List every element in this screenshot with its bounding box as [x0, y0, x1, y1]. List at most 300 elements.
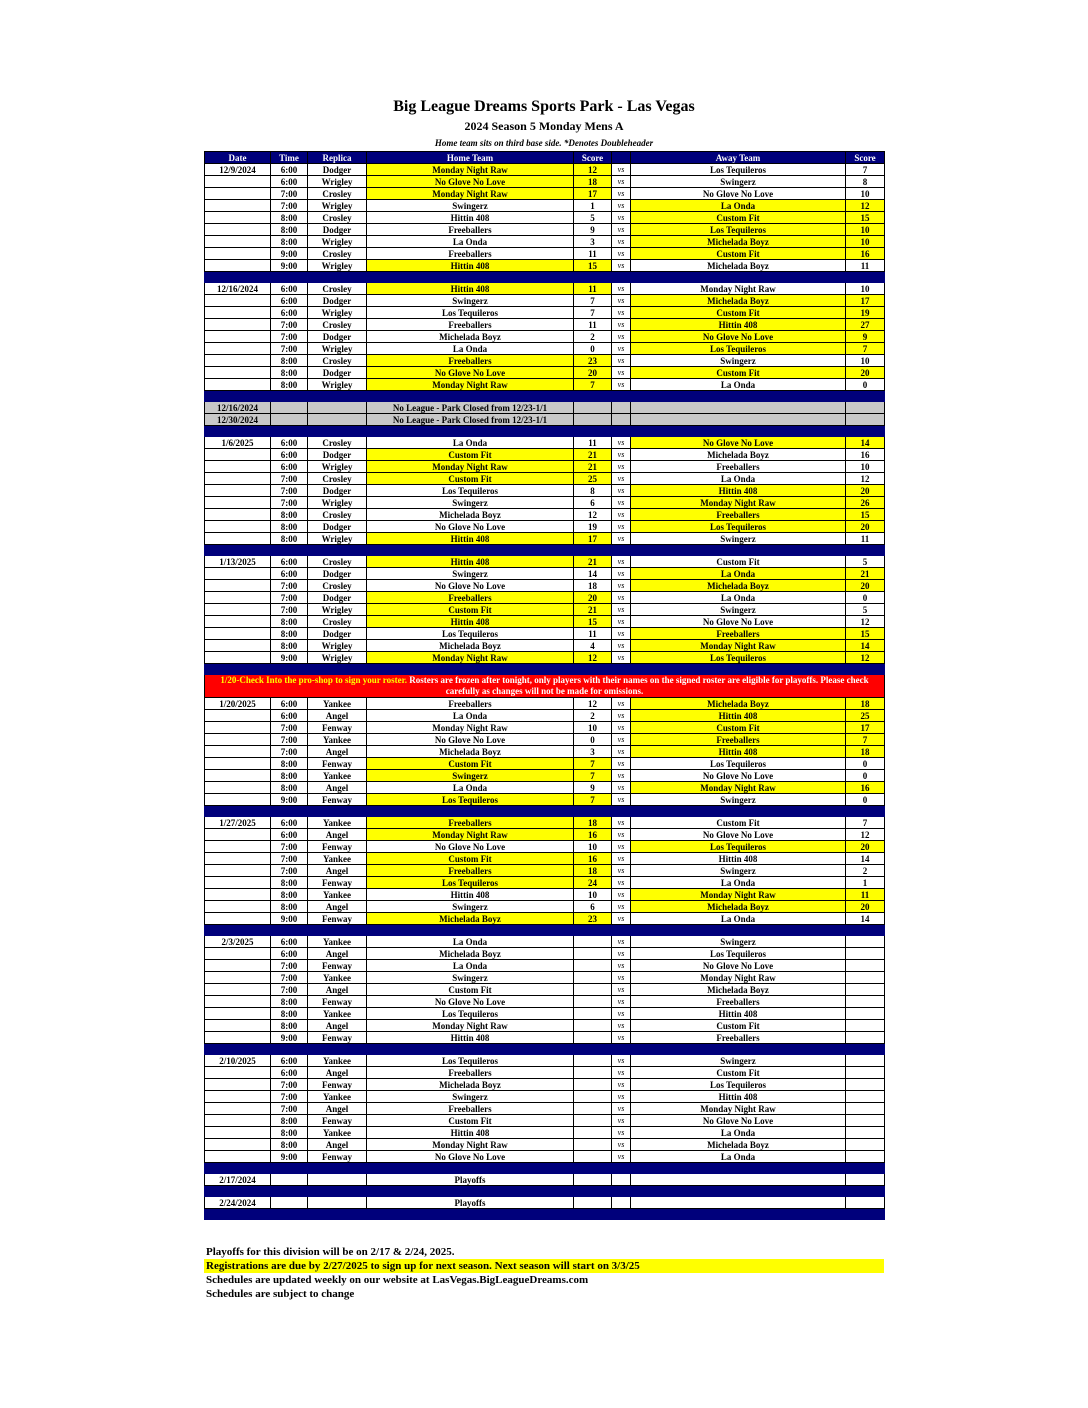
park-closed-row — [205, 402, 885, 414]
away-score: 10 — [846, 283, 885, 295]
replica-field: Wrigley — [308, 200, 367, 212]
home-score: 0 — [574, 734, 612, 746]
away-score: 19 — [846, 307, 885, 319]
replica-field: Dodger — [308, 568, 367, 580]
game-date — [205, 568, 271, 580]
vs-label: vs — [612, 722, 631, 734]
home-team: Hittin 408 — [367, 556, 574, 568]
column-header-home-score: Score — [574, 152, 612, 164]
column-header-home-team: Home Team — [367, 152, 574, 164]
separator-cell — [205, 1163, 885, 1174]
replica-field: Dodger — [308, 628, 367, 640]
vs-label: vs — [612, 224, 631, 236]
vs-label: vs — [612, 367, 631, 379]
vs-label: vs — [612, 1079, 631, 1091]
game-time: 8:00 — [271, 533, 308, 545]
game-time: 6:00 — [271, 1055, 308, 1067]
replica-field: Angel — [308, 984, 367, 996]
home-score — [574, 1067, 612, 1079]
game-date: 12/9/2024 — [205, 164, 271, 176]
home-score: 24 — [574, 877, 612, 889]
replica-field: Crosley — [308, 212, 367, 224]
replica-field: Angel — [308, 710, 367, 722]
game-time: 6:00 — [271, 295, 308, 307]
game-time: 9:00 — [271, 913, 308, 925]
vs-label: vs — [612, 877, 631, 889]
replica-field: Fenway — [308, 1079, 367, 1091]
replica-field: Yankee — [308, 936, 367, 948]
vs-label: vs — [612, 960, 631, 972]
vs-label: vs — [612, 473, 631, 485]
game-time: 8:00 — [271, 628, 308, 640]
game-time: 7:00 — [271, 1091, 308, 1103]
game-date — [205, 319, 271, 331]
replica-field: Crosley — [308, 509, 367, 521]
home-team: Hittin 408 — [367, 212, 574, 224]
away-score — [846, 1008, 885, 1020]
home-team: Custom Fit — [367, 473, 574, 485]
replica-field: Dodger — [308, 592, 367, 604]
home-score — [574, 1020, 612, 1032]
away-score: 20 — [846, 901, 885, 913]
home-team: Custom Fit — [367, 1115, 574, 1127]
game-time: 8:00 — [271, 901, 308, 913]
away-team: Custom Fit — [631, 556, 846, 568]
vs-label: vs — [612, 556, 631, 568]
table-row — [205, 853, 885, 865]
home-team: Los Tequileros — [367, 794, 574, 806]
replica-field: Crosley — [308, 248, 367, 260]
separator-cell — [205, 1044, 885, 1055]
home-score: 15 — [574, 616, 612, 628]
home-team: Freeballers — [367, 698, 574, 710]
home-score: 18 — [574, 176, 612, 188]
replica-cell — [308, 402, 367, 414]
home-score: 1 — [574, 200, 612, 212]
replica-field: Crosley — [308, 283, 367, 295]
home-team: Los Tequileros — [367, 877, 574, 889]
game-time: 8:00 — [271, 1115, 308, 1127]
table-row — [205, 1127, 885, 1139]
away-score: 14 — [846, 437, 885, 449]
replica-field: Wrigley — [308, 461, 367, 473]
away-team: La Onda — [631, 592, 846, 604]
home-team: No Glove No Love — [367, 580, 574, 592]
home-score — [574, 414, 612, 426]
column-header-date: Date — [205, 152, 271, 164]
table-row — [205, 1115, 885, 1127]
replica-field: Angel — [308, 1139, 367, 1151]
home-team: Hittin 408 — [367, 616, 574, 628]
away-team: Hittin 408 — [631, 853, 846, 865]
home-score: 10 — [574, 722, 612, 734]
away-team: Custom Fit — [631, 817, 846, 829]
playoffs-label: Playoffs — [367, 1197, 574, 1209]
home-team: Monday Night Raw — [367, 461, 574, 473]
roster-notice — [205, 675, 885, 698]
away-score: 0 — [846, 379, 885, 391]
game-time: 6:00 — [271, 829, 308, 841]
away-score: 5 — [846, 604, 885, 616]
table-row — [205, 533, 885, 545]
table-row — [205, 936, 885, 948]
table-row — [205, 188, 885, 200]
game-date — [205, 722, 271, 734]
table-row — [205, 236, 885, 248]
week-separator — [205, 545, 885, 556]
game-date: 1/13/2025 — [205, 556, 271, 568]
table-row — [205, 568, 885, 580]
game-time: 8:00 — [271, 1127, 308, 1139]
home-score: 23 — [574, 913, 612, 925]
vs-label: vs — [612, 1067, 631, 1079]
footer-notes — [204, 1245, 884, 1301]
away-score — [846, 1091, 885, 1103]
away-score: 1 — [846, 877, 885, 889]
vs-label: vs — [612, 1103, 631, 1115]
game-time: 6:00 — [271, 948, 308, 960]
away-team: Custom Fit — [631, 212, 846, 224]
replica-field: Fenway — [308, 758, 367, 770]
home-score: 7 — [574, 307, 612, 319]
away-score — [846, 1139, 885, 1151]
home-score: 9 — [574, 782, 612, 794]
vs-label: vs — [612, 176, 631, 188]
away-score: 18 — [846, 698, 885, 710]
week-separator — [205, 1186, 885, 1197]
vs-label: vs — [612, 307, 631, 319]
vs-label: vs — [612, 604, 631, 616]
away-score: 14 — [846, 640, 885, 652]
game-date — [205, 972, 271, 984]
game-time: 9:00 — [271, 1032, 308, 1044]
game-time: 6:00 — [271, 710, 308, 722]
away-team: La Onda — [631, 568, 846, 580]
away-score: 12 — [846, 652, 885, 664]
away-team: Freeballers — [631, 734, 846, 746]
home-team: Custom Fit — [367, 984, 574, 996]
vs-label: vs — [612, 913, 631, 925]
home-team: Monday Night Raw — [367, 188, 574, 200]
separator-cell — [205, 1209, 885, 1220]
home-team: Michelada Boyz — [367, 331, 574, 343]
table-row — [205, 260, 885, 272]
footer-line-registration: Registrations are due by 2/27/2025 to sign up for next season. Next season will start on 3/3/25 — [204, 1259, 884, 1273]
away-team: Freeballers — [631, 509, 846, 521]
table-row — [205, 710, 885, 722]
replica-field: Yankee — [308, 1055, 367, 1067]
vs-label: vs — [612, 260, 631, 272]
away-score: 17 — [846, 295, 885, 307]
away-team: No Glove No Love — [631, 960, 846, 972]
home-score: 5 — [574, 212, 612, 224]
away-score: 0 — [846, 770, 885, 782]
home-team: Freeballers — [367, 1103, 574, 1115]
away-team: Hittin 408 — [631, 485, 846, 497]
vs-label: vs — [612, 628, 631, 640]
away-team: Michelada Boyz — [631, 1139, 846, 1151]
week-separator — [205, 426, 885, 437]
table-row — [205, 473, 885, 485]
away-score: 15 — [846, 212, 885, 224]
replica-field: Angel — [308, 1067, 367, 1079]
table-row — [205, 841, 885, 853]
game-time: 7:00 — [271, 604, 308, 616]
home-score — [574, 996, 612, 1008]
game-date — [205, 236, 271, 248]
away-team: Michelada Boyz — [631, 260, 846, 272]
table-row — [205, 734, 885, 746]
away-team: Hittin 408 — [631, 319, 846, 331]
table-row — [205, 1067, 885, 1079]
away-team: Freeballers — [631, 461, 846, 473]
home-team: Michelada Boyz — [367, 1079, 574, 1091]
game-time: 6:00 — [271, 556, 308, 568]
away-score — [846, 936, 885, 948]
table-row — [205, 1020, 885, 1032]
game-time: 9:00 — [271, 260, 308, 272]
home-team: Custom Fit — [367, 604, 574, 616]
game-date — [205, 1151, 271, 1163]
vs-label: vs — [612, 1139, 631, 1151]
game-time: 6:00 — [271, 1067, 308, 1079]
game-time: 7:00 — [271, 485, 308, 497]
vs-label: vs — [612, 509, 631, 521]
away-team: Freeballers — [631, 996, 846, 1008]
time-cell — [271, 402, 308, 414]
away-score: 15 — [846, 509, 885, 521]
home-score: 10 — [574, 889, 612, 901]
replica-field: Yankee — [308, 770, 367, 782]
replica-field: Fenway — [308, 996, 367, 1008]
away-team: No Glove No Love — [631, 770, 846, 782]
game-date — [205, 367, 271, 379]
home-score: 14 — [574, 568, 612, 580]
replica-field: Crosley — [308, 616, 367, 628]
table-row — [205, 972, 885, 984]
game-time: 6:00 — [271, 164, 308, 176]
home-team: Monday Night Raw — [367, 652, 574, 664]
game-date: 1/27/2025 — [205, 817, 271, 829]
vs-label: vs — [612, 698, 631, 710]
away-score: 20 — [846, 367, 885, 379]
vs-label: vs — [612, 1008, 631, 1020]
game-time: 7:00 — [271, 734, 308, 746]
away-score — [846, 1055, 885, 1067]
replica-field: Dodger — [308, 521, 367, 533]
home-team: Michelada Boyz — [367, 640, 574, 652]
game-time: 6:00 — [271, 568, 308, 580]
game-date — [205, 485, 271, 497]
away-team — [631, 402, 846, 414]
home-score — [574, 984, 612, 996]
home-team: Freeballers — [367, 817, 574, 829]
vs-label: vs — [612, 319, 631, 331]
home-team: Hittin 408 — [367, 1032, 574, 1044]
vs-label: vs — [612, 200, 631, 212]
home-team: No Glove No Love — [367, 996, 574, 1008]
game-date — [205, 1079, 271, 1091]
vs-label: vs — [612, 996, 631, 1008]
table-row — [205, 901, 885, 913]
game-date — [205, 877, 271, 889]
away-score: 7 — [846, 164, 885, 176]
away-team: Custom Fit — [631, 307, 846, 319]
game-date — [205, 379, 271, 391]
replica-cell — [308, 1197, 367, 1209]
vs-label: vs — [612, 437, 631, 449]
vs-label: vs — [612, 841, 631, 853]
vs-label: vs — [612, 616, 631, 628]
home-team: Freeballers — [367, 319, 574, 331]
game-date — [205, 853, 271, 865]
away-team: Swingerz — [631, 176, 846, 188]
vs-label: vs — [612, 640, 631, 652]
vs-label: vs — [612, 236, 631, 248]
home-score: 8 — [574, 485, 612, 497]
vs-label: vs — [612, 984, 631, 996]
replica-field: Fenway — [308, 841, 367, 853]
away-score — [846, 1151, 885, 1163]
column-header-away-score: Score — [846, 152, 885, 164]
vs-label: vs — [612, 936, 631, 948]
table-row — [205, 295, 885, 307]
vs-label: vs — [612, 889, 631, 901]
home-score: 7 — [574, 295, 612, 307]
away-score: 16 — [846, 248, 885, 260]
away-team: La Onda — [631, 379, 846, 391]
game-time: 8:00 — [271, 996, 308, 1008]
home-score: 7 — [574, 770, 612, 782]
replica-field: Dodger — [308, 331, 367, 343]
page-title: Big League Dreams Sports Park - Las Vegas — [393, 98, 695, 115]
away-team: Monday Night Raw — [631, 283, 846, 295]
game-time: 7:00 — [271, 343, 308, 355]
away-score: 0 — [846, 758, 885, 770]
away-team: Monday Night Raw — [631, 782, 846, 794]
vs-label: vs — [612, 449, 631, 461]
away-score — [846, 984, 885, 996]
away-team — [631, 414, 846, 426]
game-time: 8:00 — [271, 758, 308, 770]
separator-cell — [205, 806, 885, 817]
vs-label: vs — [612, 829, 631, 841]
vs-label: vs — [612, 1151, 631, 1163]
away-team: Michelada Boyz — [631, 901, 846, 913]
game-time: 8:00 — [271, 770, 308, 782]
game-date — [205, 758, 271, 770]
game-date — [205, 521, 271, 533]
home-score: 21 — [574, 604, 612, 616]
week-separator — [205, 1163, 885, 1174]
away-team: Hittin 408 — [631, 1008, 846, 1020]
game-date — [205, 628, 271, 640]
home-team: La Onda — [367, 343, 574, 355]
home-score — [574, 1197, 612, 1209]
table-row — [205, 485, 885, 497]
replica-field: Wrigley — [308, 497, 367, 509]
game-date — [205, 616, 271, 628]
away-score: 2 — [846, 865, 885, 877]
away-team: Swingerz — [631, 604, 846, 616]
game-time: 6:00 — [271, 176, 308, 188]
home-score: 9 — [574, 224, 612, 236]
table-row — [205, 212, 885, 224]
table-row — [205, 556, 885, 568]
away-team: La Onda — [631, 913, 846, 925]
vs-label: vs — [612, 533, 631, 545]
away-score: 10 — [846, 236, 885, 248]
table-row — [205, 794, 885, 806]
away-score: 11 — [846, 889, 885, 901]
away-team: Monday Night Raw — [631, 1103, 846, 1115]
home-team: Michelada Boyz — [367, 746, 574, 758]
table-row — [205, 461, 885, 473]
away-score: 20 — [846, 521, 885, 533]
game-time: 6:00 — [271, 283, 308, 295]
game-date — [205, 224, 271, 236]
vs-label: vs — [612, 188, 631, 200]
game-time: 7:00 — [271, 473, 308, 485]
replica-field: Fenway — [308, 913, 367, 925]
game-time: 7:00 — [271, 331, 308, 343]
home-score: 4 — [574, 640, 612, 652]
game-date: 2/24/2024 — [205, 1197, 271, 1209]
home-team: Michelada Boyz — [367, 509, 574, 521]
home-score: 11 — [574, 628, 612, 640]
replica-field: Fenway — [308, 877, 367, 889]
game-date — [205, 913, 271, 925]
game-time: 8:00 — [271, 1008, 308, 1020]
table-row — [205, 1055, 885, 1067]
home-score: 15 — [574, 260, 612, 272]
replica-cell — [308, 414, 367, 426]
home-score: 16 — [574, 853, 612, 865]
replica-field: Wrigley — [308, 236, 367, 248]
home-team: Hittin 408 — [367, 260, 574, 272]
replica-field: Wrigley — [308, 652, 367, 664]
game-time: 7:00 — [271, 1103, 308, 1115]
week-separator — [205, 1209, 885, 1220]
game-time: 7:00 — [271, 497, 308, 509]
away-score: 16 — [846, 449, 885, 461]
away-score — [846, 960, 885, 972]
vs-cell — [612, 1174, 631, 1186]
game-date — [205, 782, 271, 794]
away-score — [846, 414, 885, 426]
home-score: 3 — [574, 236, 612, 248]
away-score — [846, 1127, 885, 1139]
replica-field: Dodger — [308, 295, 367, 307]
replica-field: Wrigley — [308, 533, 367, 545]
column-header-away-team: Away Team — [631, 152, 846, 164]
home-score — [574, 1174, 612, 1186]
away-score: 20 — [846, 841, 885, 853]
vs-label: vs — [612, 592, 631, 604]
away-team: Custom Fit — [631, 367, 846, 379]
away-score — [846, 1032, 885, 1044]
away-team: No Glove No Love — [631, 188, 846, 200]
game-date — [205, 509, 271, 521]
away-team: No Glove No Love — [631, 331, 846, 343]
home-score — [574, 972, 612, 984]
vs-label: vs — [612, 865, 631, 877]
away-score: 27 — [846, 319, 885, 331]
home-team: Custom Fit — [367, 449, 574, 461]
replica-field: Yankee — [308, 1091, 367, 1103]
roster-notice-text: Rosters are frozen after tonight, only players with their names on the signed roster are eligible for playoffs. Please check carefully as changes will not be made for omissions. — [407, 675, 869, 696]
week-separator — [205, 391, 885, 402]
